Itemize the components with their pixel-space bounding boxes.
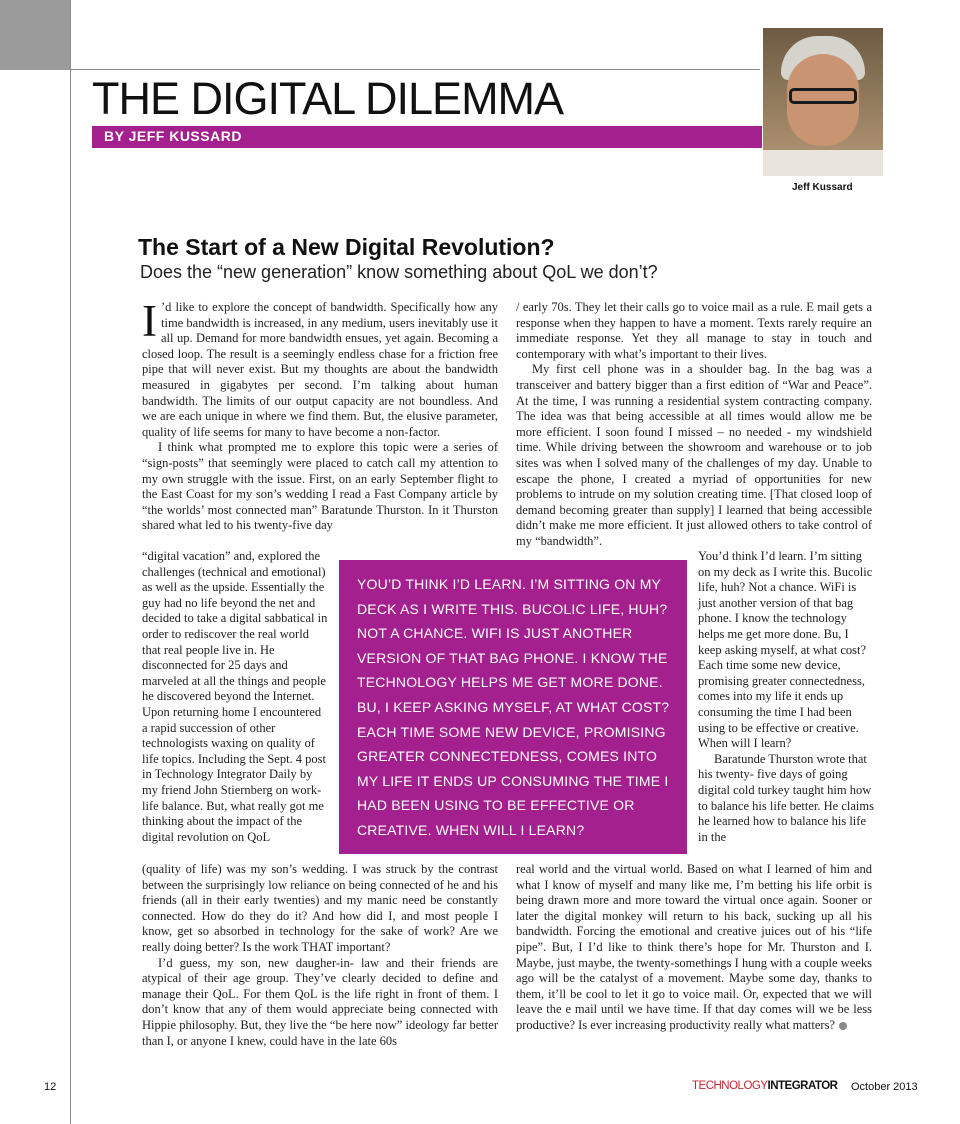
logo-technology: TECHNOLOGY: [692, 1080, 768, 1092]
article-subhead: Does the “new generation” know something about QoL we don’t?: [140, 262, 658, 282]
right-paragraph-1: / early 70s. They let their calls go to voice mail as a rule. E mail gets a response when they happen to have a moment. Texts rarely require an immediate response. Yet they all manage to stay in touch and contemporary with what’s important to their lives.: [516, 300, 872, 361]
logo-integrator: INTEGRATOR: [767, 1080, 838, 1092]
photo-caption: Jeff Kussard: [792, 182, 853, 193]
right-wrap-paragraph-1: You’d think I’d learn. I’m sitting on my deck as I write this. Bucolic life, huh? Not a chance. WiFi is just another version of that bag phone. I know the technology helps me get more done. Bu, I keep asking myself, at what cost? Each time some new device, promising greater connectedness, comes into my life it ends up consuming the time I had been using to be effective or creative. When will I learn?: [698, 549, 873, 751]
issue-date: October 2013: [851, 1081, 918, 1093]
right-bottom-text: real world and the virtual world. Based on what I learned of him and what I know of myself and many like me, I’m betting his life orbit is being drawn more and more toward the virtual once again. Sooner or later the digital monkey will return to his back, sucking up all his bandwidth. Forcing the emotional and creative juices out of his “life pipe”. But, I I’d like to think there’s hope for Mr. Thurston and I. Maybe, just maybe, the twenty-somethings I hung with a couple weeks ago will be the catalyst of a movement. Maybe some day, thanks to them, it’ll be cool to let it go to voice mail. Or, expected that we will leave the e mail until we have time. If that day comes will we be less productive? Is ever increasing productivity really what matters?: [516, 862, 872, 1032]
margin-rule-vertical: [70, 0, 71, 1124]
page-number: 12: [44, 1081, 57, 1093]
byline-bar: [92, 126, 762, 148]
right-wrap-text: [698, 549, 874, 845]
end-mark-icon: [839, 1022, 847, 1030]
header-rule: [70, 69, 760, 70]
pull-quote: [339, 560, 687, 854]
left-bottom-paragraph-2: I’d guess, my son, new daugher-in- law and their friends are atypical of their age group. They’ve clearly decided to define and manage their QoL. For them QoL is the life right in front of them. I don’t know that any of them would appreciate being connected with Hippie philosophy. But, they live the “be here now” ideology far better than I, or anyone I knew, could have in the late 60s: [142, 955, 498, 1048]
left-wrap-paragraph: “digital vacation” and, explored the challenges (technical and emotional) as well as the upside. Essentially the guy had no life beyond the net and decided to take a digital sabbatical in order to rediscover the real world that real people live in. He disconnected for 25 days and marveled at all the things and people he discovered beyond the Internet. Upon returning home I encountered a rapid succession of other technologists waxing on quality of life topics. Including the Sept. 4 post in Technology Integrator Daily by my friend John Stiernberg on work-life balance. But, what really got me thinking about the impact of the digital revolution on QoL: [142, 549, 328, 844]
photo-shirt: [763, 150, 883, 176]
left-column-bottom: [142, 862, 498, 1049]
right-wrap-paragraph-2: Baratunde Thurston wrote that his twenty- five days of going digital cold turkey taught him how to balance his life better. He claims he learned how to balance his life in the: [698, 751, 874, 844]
right-bottom-paragraph: [516, 862, 872, 1034]
left-paragraph-1: [142, 296, 498, 440]
left-wrap-text: [142, 549, 328, 845]
right-column-top: [516, 300, 872, 550]
photo-glasses: [789, 88, 857, 104]
pull-quote-text: YOU’D THINK I’D LEARN. I’M SITTING ON MY DECK AS I WRITE THIS. BUCOLIC LIFE, HUH? NOT A CHANCE. WIFI IS JUST ANOTHER VERSION OF THAT BAG PHONE. I KNOW THE TECHNOLOGY HELPS ME GET MORE DONE. BU, I KEEP ASKING MYSELF, AT WHAT COST? EACH TIME SOME NEW DEVICE, PROMISING GREATER CONNECTEDNESS, COMES INTO MY LIFE IT ENDS UP CONSUMING THE TIME I HAD BEEN USING TO BE EFFECTIVE OR CREATIVE. WHEN WILL I LEARN?: [357, 576, 670, 838]
magazine-logo: [692, 1080, 837, 1092]
left-column-top: [142, 296, 498, 534]
byline: BY JEFF KUSSARD: [104, 128, 242, 144]
left-bottom-paragraph-1: (quality of life) was my son’s wedding. I was struck by the contrast between the surprisingly low reliance on being connected of he and his friends (all in their early twenties) and my manic need be constantly connected. How do they do it? And how did I, and most people I know, get so absorbed in technology for the sake of work? Are we really doing better? Is the work THAT important?: [142, 862, 498, 954]
corner-block: [0, 0, 70, 70]
left-paragraph-1-text: ’d like to explore the concept of bandwidth. Specifically how any time bandwidth is increased, in any medium, users inevitably use it all up. Demand for more bandwidth ensues, yet again. Becoming a closed loop. The result is a seemingly endless chase for a friction free pipe that will never exist. But my thoughts are about the bandwidth measured in gigabytes per second. I’m talking about human bandwidth. The limits of our output capacity are not boundless. And we are each unique in where we find them. But, the elusive parameter, quality of life seems for many to have become a non-factor.: [142, 300, 498, 439]
left-paragraph-2: I think what prompted me to explore this topic were a series of “sign-posts” that seemingly were placed to catch call my attention to my own struggle with the issue. First, on an early September flight to the East Coast for my son’s wedding I read a Fast Company article by “the worlds’ most connected man” Baratunde Thurston. In it Thurston shared what led to his twenty-five day: [142, 440, 498, 533]
drop-cap: I: [142, 296, 157, 346]
article-headline: The Start of a New Digital Revolution?: [138, 234, 555, 260]
right-paragraph-2: My first cell phone was in a shoulder bag. In the bag was a transceiver and battery bigger than a first edition of “War and Peace”. At the time, I was running a residential system contracting company. The idea was that being accessible at all times would allow me be more efficient. I soon found I missed – no needed - my windshield time. While driving between the showroom and warehouse or to job sites was when I solved many of the challenges of my day. Unable to escape the phone, I created a myriad of opportunities for new problems to intrude on my solution creating time. [That closed loop of demand becoming greater than supply] I learned that being accessible didn’t make me more efficient. It just allowed others to take control of my “bandwidth”.: [516, 362, 872, 548]
author-photo: [763, 28, 883, 176]
column-title: THE DIGITAL DILEMMA: [92, 73, 564, 124]
right-column-bottom: [516, 862, 872, 1034]
